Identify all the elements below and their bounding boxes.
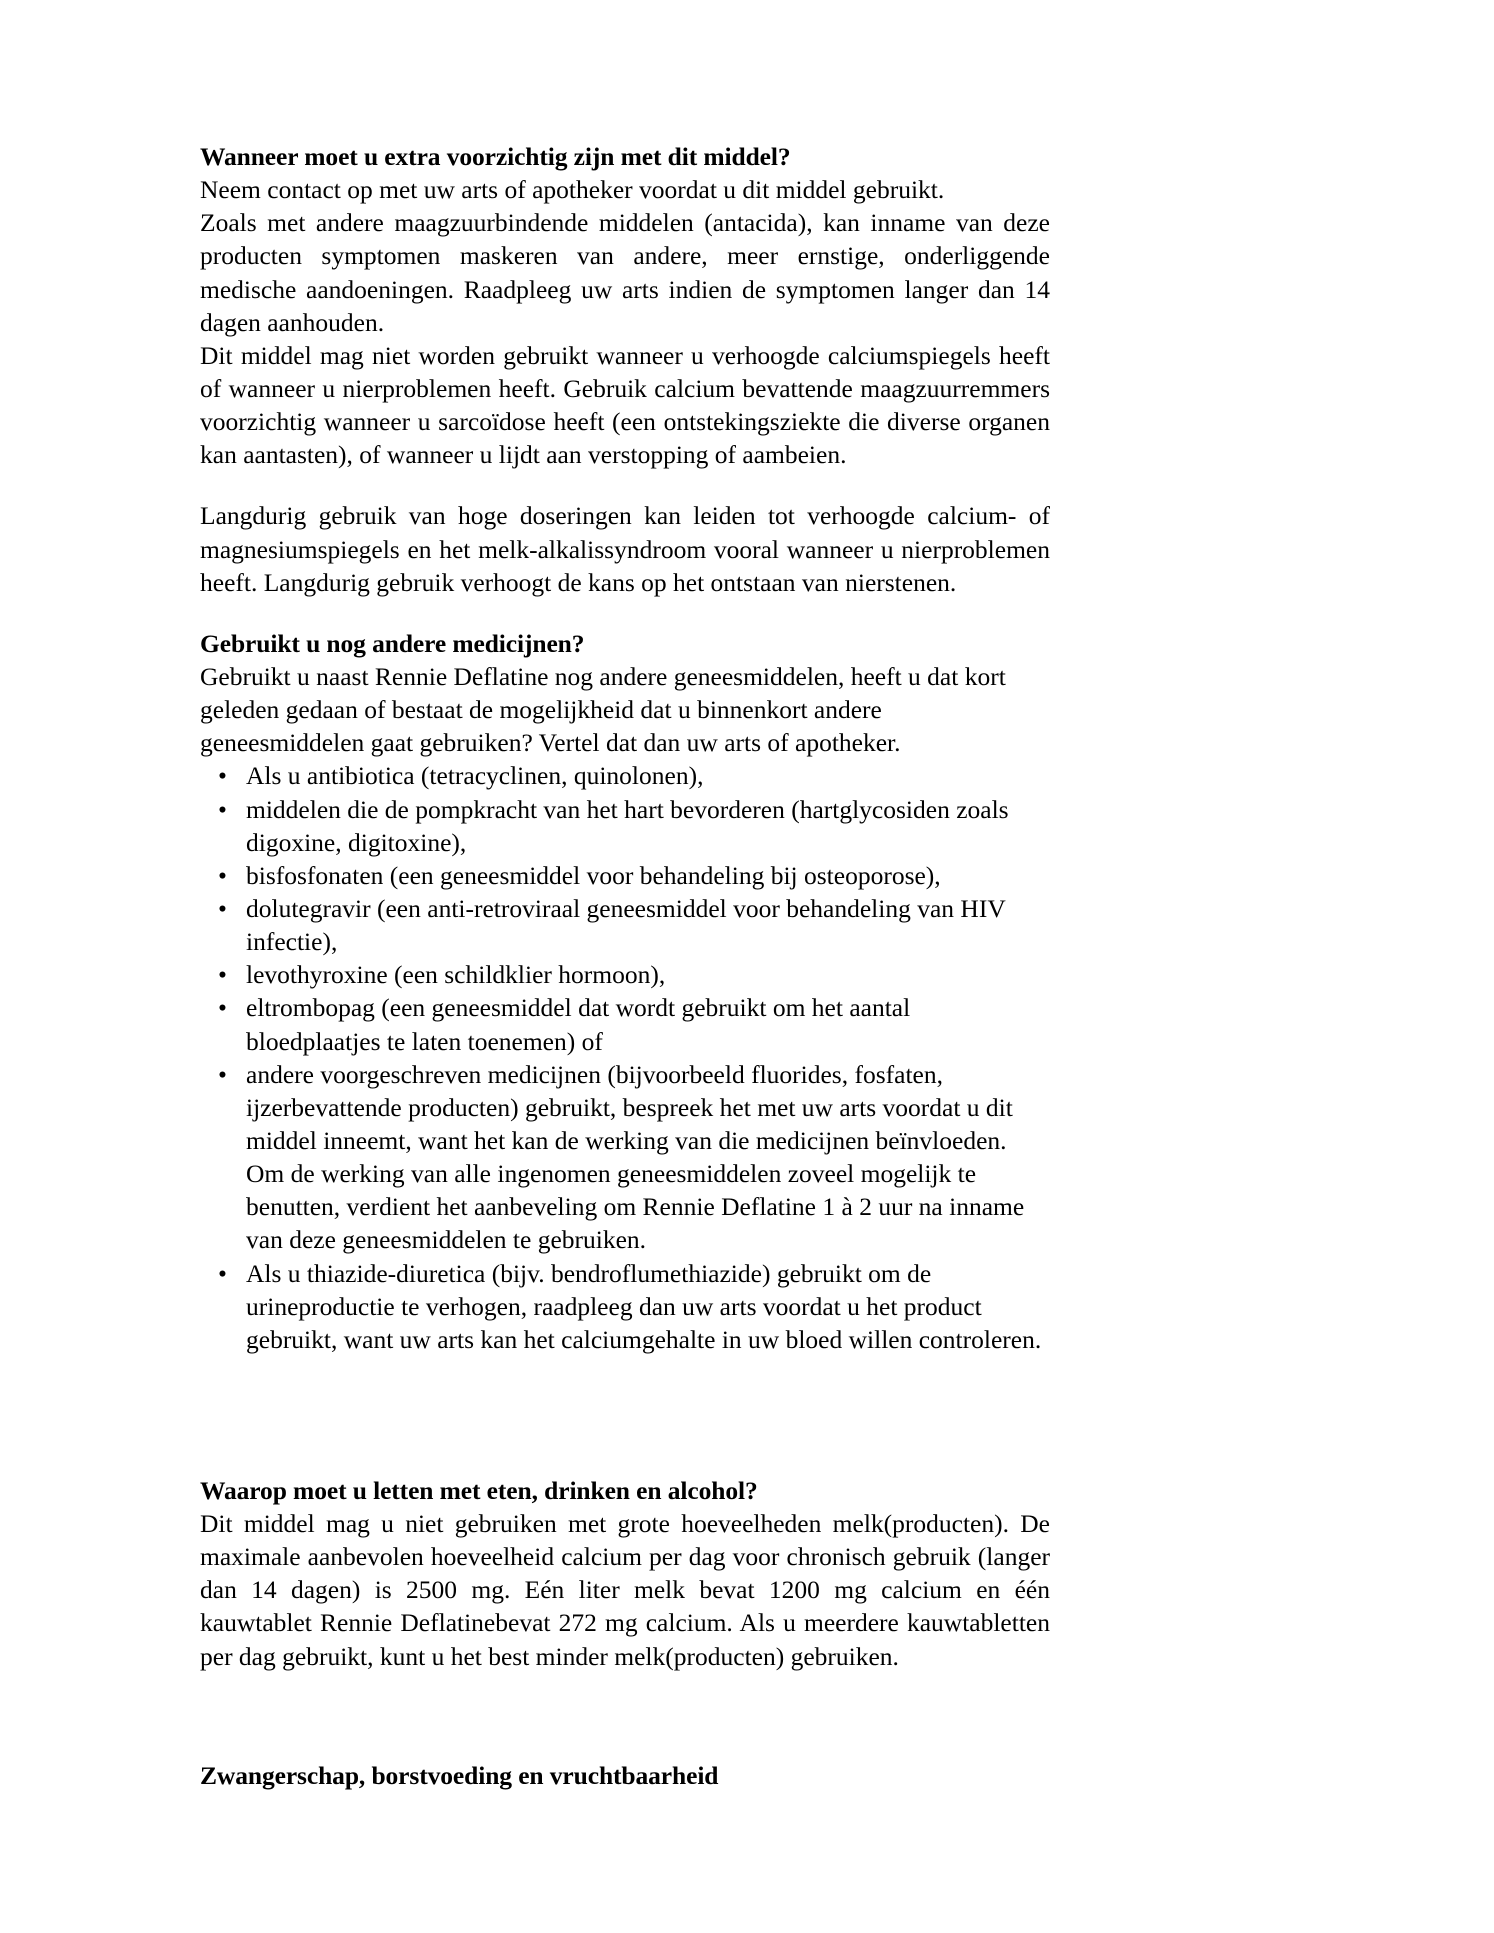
bullet-point-icon: •: [218, 1258, 227, 1288]
list-item: [218, 958, 1050, 991]
list-item-text: bisfosfonaten (een geneesmiddel voor behandeling bij osteoporose),: [246, 860, 941, 890]
bullet-point-icon: •: [218, 893, 227, 923]
bullet-point-icon: •: [218, 1059, 227, 1089]
paragraph-neem-contact: Neem contact op met uw arts of apotheker voordat u dit middel gebruikt.: [200, 175, 945, 205]
page-content: [200, 140, 1050, 1792]
paragraph-langdurig-gebruik: Langdurig gebruik van hoge doseringen kan leiden tot verhoogde calcium- of magnesiumspiegels en het melk-alkalissyndroom vooral wanneer u nierproblemen heeft. Langdurig gebruik verhoogt de kans op het ontstaan van nierstenen.: [200, 501, 1050, 597]
bullet-point-icon: •: [218, 860, 227, 890]
list-item-text: eltrombopag (een geneesmiddel dat wordt gebruikt om het aantal bloedplaatjes te laten toenemen) of: [246, 993, 911, 1056]
medicijnen-bullet-list: [200, 759, 1050, 1356]
list-item-text: middelen die de pompkracht van het hart bevorderen (hartglycosiden zoals digoxine, digitoxine),: [246, 794, 1009, 857]
section-spacer-2: [200, 1356, 1050, 1474]
list-item-text: levothyroxine (een schildklier hormoon),: [246, 960, 666, 990]
bullet-point-icon: •: [218, 794, 227, 824]
list-item-text: andere voorgeschreven medicijnen (bijvoorbeeld fluorides, fosfaten, ijzerbevattende producten) gebruikt, bespreek het met uw arts voordat u dit middel inneemt, want het kan de werking van die medicijnen beïnvloeden. Om de werking van alle ingenomen geneesmiddelen zoveel mogelijk te benutten, verdient het aanbeveling om Rennie Deflatine 1 à 2 uur na inname van deze geneesmiddelen te gebruiken.: [246, 1059, 1025, 1255]
paragraph-eten-drinken: Dit middel mag u niet gebruiken met grote hoeveelheden melk(producten). De maximale aanbevolen hoeveelheid calcium per dag voor chronisch gebruik (langer dan 14 dagen) is 2500 mg. Eén liter melk bevat 1200 mg calcium en één kauwtablet Rennie Deflatinebevat 272 mg calcium. Als u meerdere kauwtabletten per dag gebruikt, kunt u het best minder melk(producten) gebruiken.: [200, 1509, 1050, 1671]
heading-zwangerschap: Zwangerschap, borstvoeding en vruchtbaarheid: [200, 1760, 719, 1790]
paragraph-spacer: [200, 471, 1050, 499]
list-item: [218, 759, 1050, 792]
paragraph-calciumspiegels: Dit middel mag niet worden gebruikt wanneer u verhoogde calciumspiegels heeft of wanneer u nierproblemen heeft. Gebruik calcium bevattende maagzuurremmers voorzichtig wanneer u sarcoïdose heeft (een ontstekingsziekte die diverse organen kan aantasten), of wanneer u lijdt aan verstopping of aambeien.: [200, 340, 1050, 470]
heading-eten-drinken: Waarop moet u letten met eten, drinken en alcohol?: [200, 1475, 758, 1505]
list-item: [218, 1257, 1050, 1356]
list-item-text: Als u thiazide-diuretica (bijv. bendroflumethiazide) gebruikt om de urineproductie te verhogen, raadpleeg dan uw arts voordat u het product gebruikt, want uw arts kan het calciumgehalte in uw bloed willen controleren.: [246, 1258, 1042, 1354]
list-item-text: dolutegravir (een anti-retroviraal geneesmiddel voor behandeling van HIV infectie),: [246, 893, 1006, 957]
paragraph-antacida: Zoals met andere maagzuurbindende middelen (antacida), kan inname van deze producten symptomen maskeren van andere, meer ernstige, onderliggende medische aandoeningen. Raadpleeg uw arts indien de symptomen langer dan 14 dagen aanhouden.: [200, 208, 1050, 337]
list-item: [218, 793, 1050, 859]
bullet-point-icon: •: [218, 960, 227, 990]
bullet-point-icon: •: [218, 761, 227, 791]
heading-voorzichtig: Wanneer moet u extra voorzichtig zijn met dit middel?: [200, 142, 791, 171]
paragraph-medicijnen-intro: Gebruikt u naast Rennie Deflatine nog andere geneesmiddelen, heeft u dat kort geleden gedaan of bestaat de mogelijkheid dat u binnenkort andere geneesmiddelen gaat gebruiken? Vertel dat dan uw arts of apotheker.: [200, 661, 1006, 758]
list-item: [218, 1058, 1050, 1257]
list-item: [218, 991, 1050, 1057]
list-item: [218, 892, 1050, 958]
heading-medicijnen: Gebruikt u nog andere medicijnen?: [200, 628, 585, 658]
section-spacer-1: [200, 599, 1050, 627]
bullet-point-icon: •: [218, 993, 227, 1023]
list-item: [218, 859, 1050, 892]
section-spacer-3: [200, 1673, 1050, 1759]
list-item-text: Als u antibiotica (tetracyclinen, quinolonen),: [246, 761, 704, 791]
